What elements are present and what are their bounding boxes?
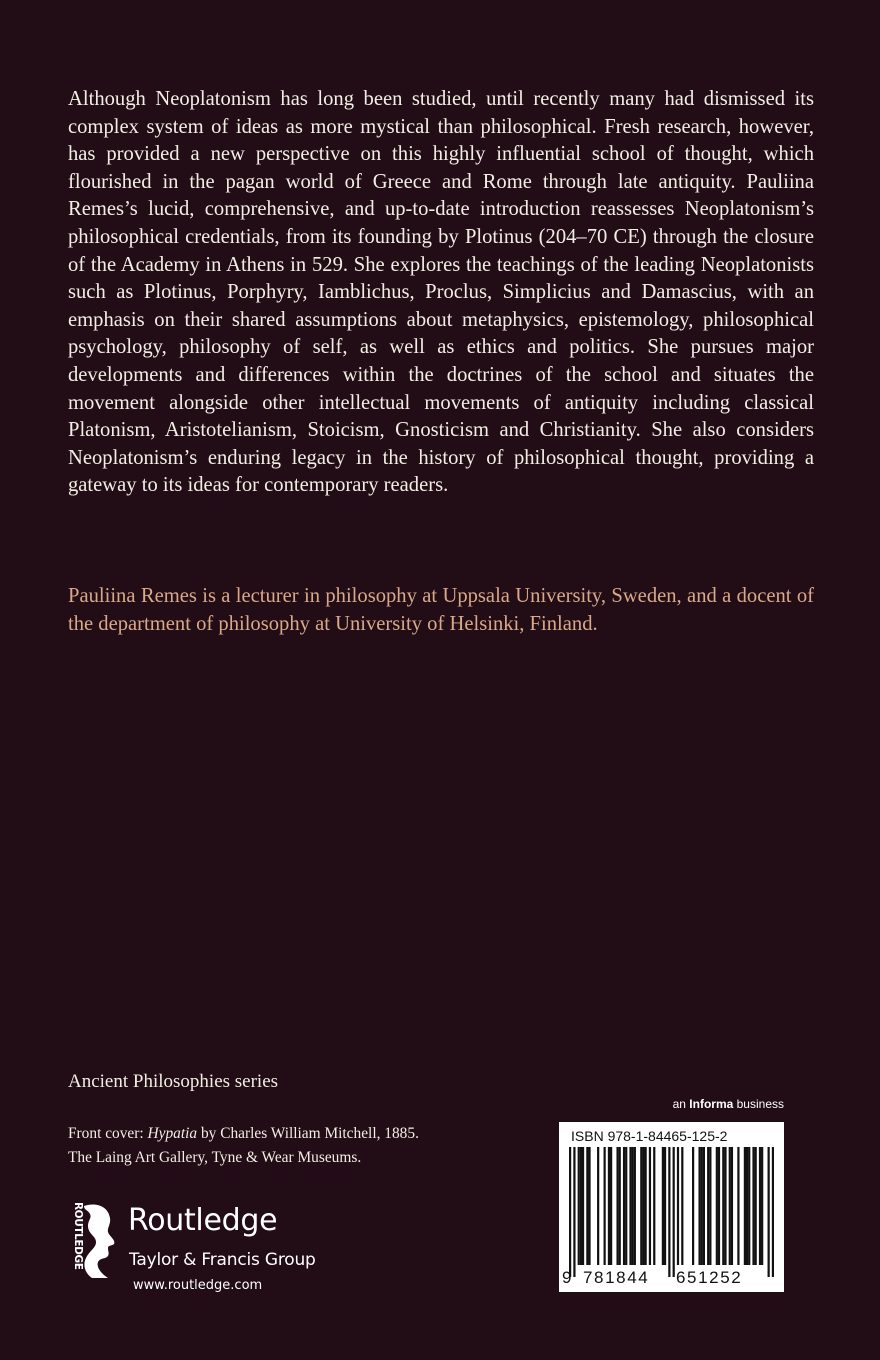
barcode-bar bbox=[718, 1147, 720, 1265]
barcode-bar bbox=[724, 1147, 726, 1265]
barcode-bar bbox=[701, 1147, 703, 1265]
routledge-vertical-wordmark: ROUTLEDGE bbox=[72, 1202, 84, 1270]
publisher-name: Routledge bbox=[128, 1203, 278, 1238]
informa-brand: Informa bbox=[689, 1097, 734, 1111]
barcode-bar bbox=[619, 1147, 621, 1265]
barcode-bars bbox=[569, 1147, 774, 1277]
barcode-bar bbox=[645, 1147, 647, 1265]
barcode-bar bbox=[772, 1147, 774, 1277]
isbn-number: ISBN 978-1-84465-125-2 bbox=[571, 1128, 728, 1144]
barcode-digit-first: 9 bbox=[562, 1268, 572, 1287]
barcode-bar bbox=[716, 1147, 718, 1265]
barcode-bar bbox=[625, 1147, 627, 1265]
barcode-bar bbox=[580, 1147, 582, 1265]
barcode-bar bbox=[623, 1147, 625, 1265]
barcode-bar bbox=[632, 1147, 634, 1265]
barcode-bar bbox=[748, 1147, 750, 1265]
barcode-bar bbox=[722, 1147, 724, 1265]
barcode-bar bbox=[573, 1147, 575, 1277]
barcode-bar bbox=[640, 1147, 642, 1265]
barcode-bar bbox=[582, 1147, 584, 1265]
series-name: Ancient Philosophies series bbox=[68, 1071, 279, 1092]
barcode-bar bbox=[744, 1147, 746, 1265]
cover-credit-line-1 bbox=[68, 1122, 419, 1146]
informa-business-tag bbox=[673, 1097, 784, 1111]
barcode-bar bbox=[586, 1147, 588, 1265]
isbn-barcode bbox=[559, 1122, 784, 1292]
barcode-bar bbox=[759, 1147, 761, 1265]
barcode-bar bbox=[729, 1147, 731, 1265]
barcode-bar bbox=[673, 1147, 675, 1277]
book-description: Although Neoplatonism has long been studied, until recently many had dismissed its complex system of ideas as more mystical than philosophical. Fresh research, however, has provided a new perspective on this highly influential school of thought, which flourished in the pagan world of Greece and Rome through late antiquity. Pauliina Remes’s lucid, comprehensive, and up-to-date introduction reassesses Neoplatonism’s philosophical credentials, from its founding by Plotinus (204–70 CE) through the closure of the Academy in Athens in 529. She explores the teachings of the leading Neoplatonists such as Plotinus, Porphyry, Iamblichus, Proclus, Simplicius and Damascius, with an emphasis on their shared assumptions about metaphysics, epistemology, philosophical psychology, philosophy of self, as well as ethics and politics. She pursues major developments and differences within the doctrines of the school and situates the movement alongside other intellectual movements of antiquity including classical Platonism, Aristotelianism, Stoicism, Gnosticism and Christianity. She also considers Neoplatonism’s enduring legacy in the history of philosophical thought, providing a gateway to its ideas for contemporary readers. bbox=[68, 88, 814, 497]
barcode-bar bbox=[662, 1147, 664, 1265]
barcode-bar bbox=[569, 1147, 571, 1277]
cover-painting-title: Hypatia bbox=[147, 1125, 198, 1142]
barcode-bar bbox=[677, 1147, 679, 1265]
barcode-bar bbox=[707, 1147, 709, 1265]
barcode-bar bbox=[681, 1147, 683, 1265]
barcode-bar bbox=[634, 1147, 636, 1265]
barcode-bar bbox=[692, 1147, 694, 1265]
barcode-bar bbox=[588, 1147, 590, 1265]
routledge-profile-icon bbox=[62, 1200, 124, 1280]
routledge-profile-shape bbox=[84, 1205, 114, 1279]
cover-credit-artist: by Charles William Mitchell, 1885. bbox=[197, 1125, 419, 1142]
barcode-bar bbox=[768, 1147, 770, 1277]
barcode-bar bbox=[604, 1147, 606, 1265]
barcode-bar bbox=[664, 1147, 666, 1265]
barcode-bar bbox=[703, 1147, 705, 1265]
barcode-digits-left: 781844 bbox=[583, 1268, 650, 1287]
barcode-digits-right: 651252 bbox=[676, 1268, 743, 1287]
barcode-bar bbox=[649, 1147, 651, 1265]
cover-credit-prefix: Front cover: bbox=[68, 1125, 148, 1142]
barcode-bar bbox=[668, 1147, 670, 1277]
barcode-bar bbox=[755, 1147, 757, 1265]
cover-credit bbox=[68, 1122, 419, 1170]
cover-credit-line-2: The Laing Art Gallery, Tyne & Wear Museums. bbox=[68, 1149, 362, 1166]
barcode-bar bbox=[698, 1147, 700, 1265]
barcode-bar bbox=[616, 1147, 618, 1265]
barcode-bar bbox=[642, 1147, 644, 1265]
barcode-bar bbox=[709, 1147, 711, 1265]
barcode-bar bbox=[629, 1147, 631, 1265]
informa-prefix: an bbox=[672, 1097, 690, 1111]
informa-suffix: business bbox=[733, 1097, 784, 1111]
publisher-logo bbox=[62, 1200, 362, 1300]
barcode-bar bbox=[737, 1147, 739, 1265]
barcode-bar bbox=[578, 1147, 580, 1265]
barcode-bar bbox=[761, 1147, 763, 1265]
barcode-bar bbox=[608, 1147, 610, 1265]
publisher-group: Taylor & Francis Group bbox=[129, 1250, 316, 1270]
barcode-bar bbox=[752, 1147, 754, 1265]
barcode-bar bbox=[597, 1147, 599, 1265]
barcode-bar bbox=[746, 1147, 748, 1265]
barcode-bar bbox=[653, 1147, 655, 1265]
barcode-bar bbox=[610, 1147, 612, 1265]
publisher-url: www.routledge.com bbox=[133, 1278, 263, 1293]
barcode-bar bbox=[731, 1147, 733, 1265]
author-bio: Pauliina Remes is a lecturer in philosophy at Uppsala University, Sweden, and a docent of the department of philosophy at University of Helsinki, Finland. bbox=[68, 585, 814, 635]
